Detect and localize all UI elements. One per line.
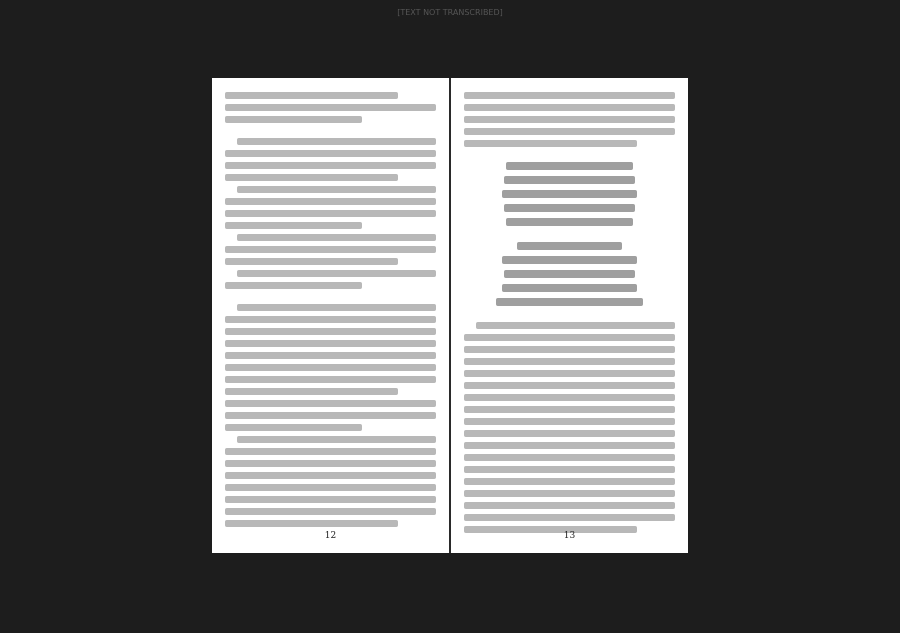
page-number-left: 12	[324, 531, 337, 541]
left-page-text-block	[225, 92, 436, 502]
right-page	[451, 78, 688, 553]
right-page-text-block	[464, 92, 675, 502]
page-number-right: 13	[563, 531, 576, 541]
left-page	[212, 78, 449, 553]
transcription-note: [TEXT NOT TRANSCRIBED]	[397, 8, 503, 17]
